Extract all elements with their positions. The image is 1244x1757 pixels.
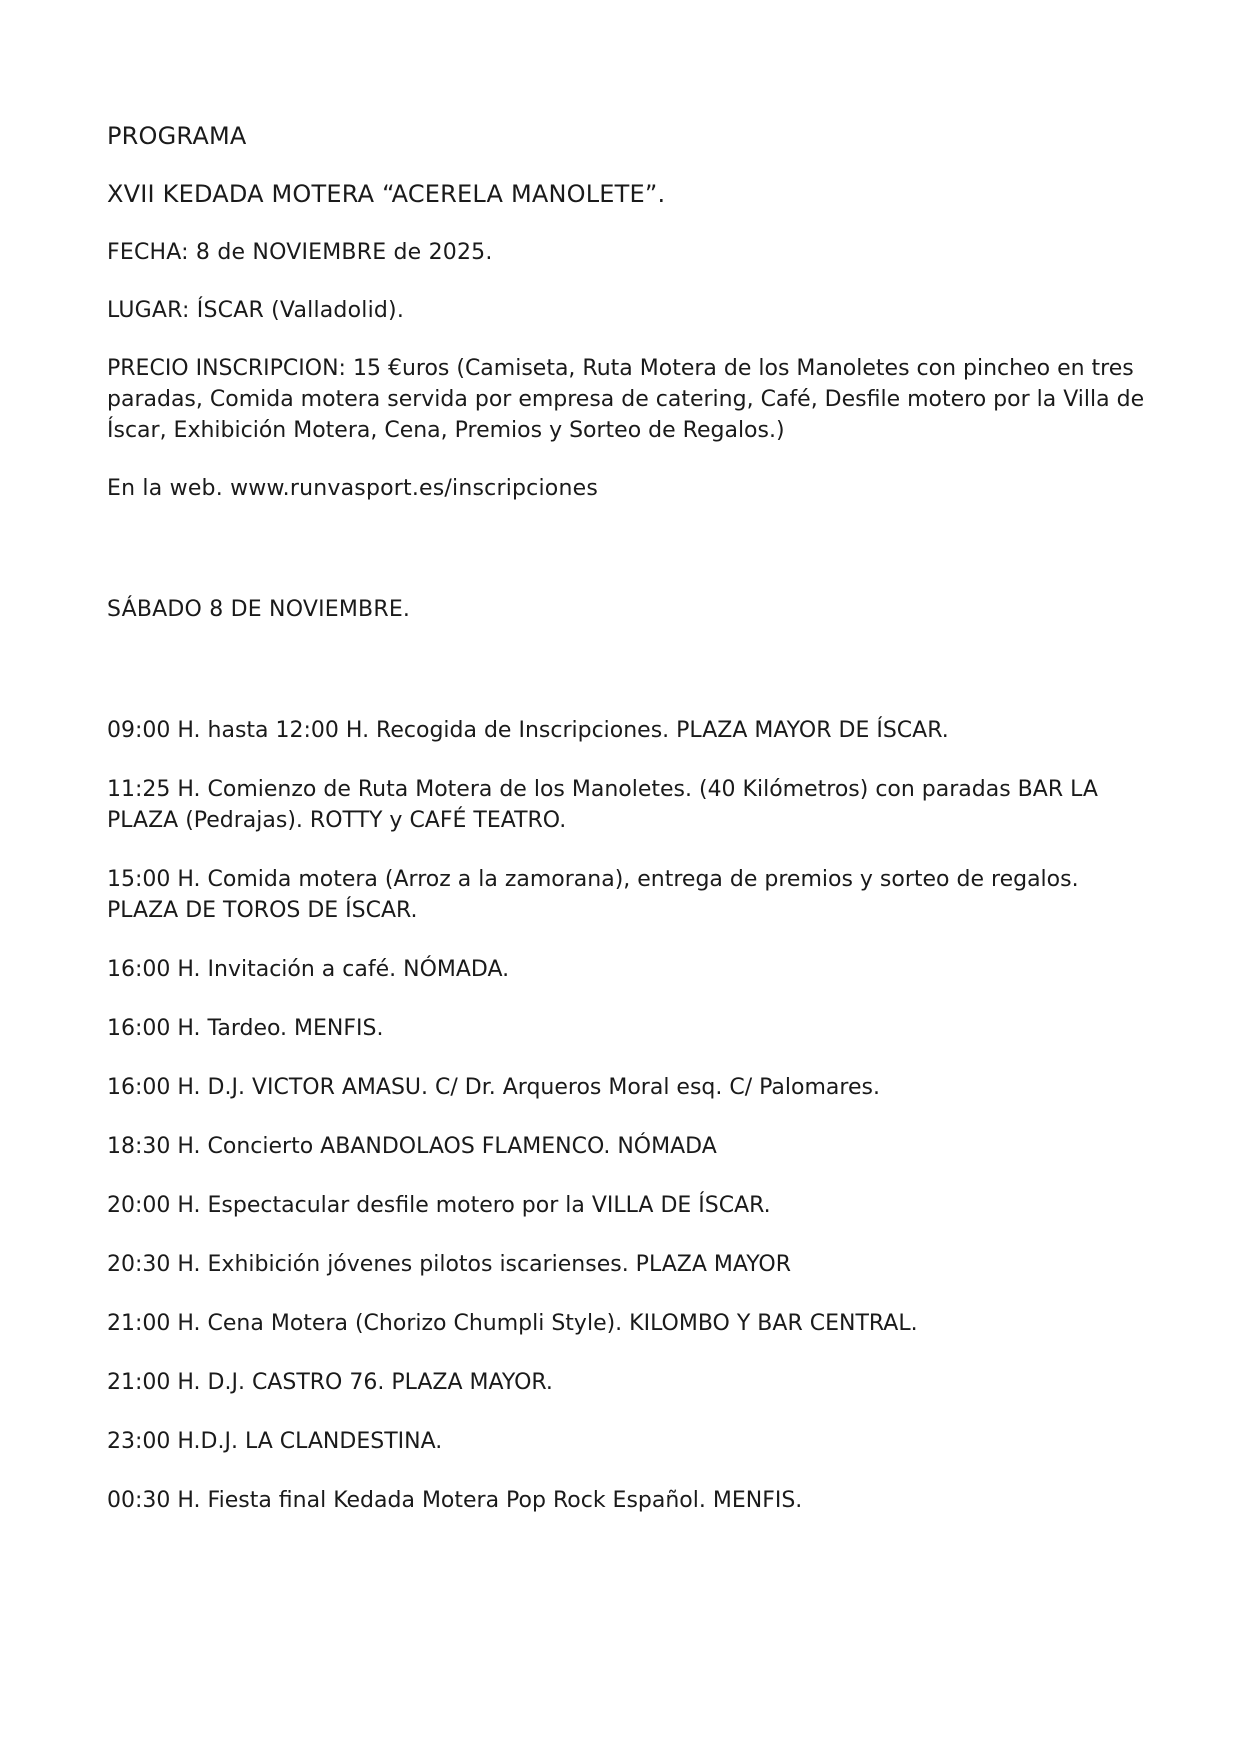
event-title: XVII KEDADA MOTERA “ACERELA MANOLETE”. bbox=[107, 180, 666, 208]
schedule-item: 20:30 H. Exhibición jóvenes pilotos iscarienses. PLAZA MAYOR bbox=[107, 1252, 792, 1277]
web-line: En la web. www.runvasport.es/inscripciones bbox=[107, 476, 598, 501]
price-paragraph: PRECIO INSCRIPCION: 15 €uros (Camiseta, Ruta Motera de los Manoletes con pincheo en tres paradas, Comida motera servida por empresa de catering, Café, Desfile motero por la Villa de Íscar, Exhibición Motera, Cena, Premios y Sorteo de Regalos.) bbox=[107, 356, 1145, 443]
day-heading: SÁBADO 8 DE NOVIEMBRE. bbox=[107, 597, 411, 622]
schedule-item: 20:00 H. Espectacular desfile motero por la VILLA DE ÍSCAR. bbox=[107, 1193, 771, 1218]
document-content bbox=[107, 121, 1147, 1516]
schedule-item: 18:30 H. Concierto ABANDOLAOS FLAMENCO. NÓMADA bbox=[107, 1134, 717, 1159]
schedule-item: 21:00 H. Cena Motera (Chorizo Chumpli Style). KILOMBO Y BAR CENTRAL. bbox=[107, 1311, 918, 1336]
place-line: LUGAR: ÍSCAR (Valladolid). bbox=[107, 298, 405, 323]
schedule-item: 21:00 H. D.J. CASTRO 76. PLAZA MAYOR. bbox=[107, 1370, 553, 1395]
schedule-item: 09:00 H. hasta 12:00 H. Recogida de Inscripciones. PLAZA MAYOR DE ÍSCAR. bbox=[107, 718, 949, 743]
schedule-item: 16:00 H. Invitación a café. NÓMADA. bbox=[107, 957, 510, 982]
schedule-item: 11:25 H. Comienzo de Ruta Motera de los Manoletes. (40 Kilómetros) con paradas BAR LA PLAZA (Pedrajas). ROTTY y CAFÉ TEATRO. bbox=[107, 777, 1098, 833]
schedule-item: 15:00 H. Comida motera (Arroz a la zamorana), entrega de premios y sorteo de regalos. PLAZA DE TOROS DE ÍSCAR. bbox=[107, 867, 1079, 923]
schedule-item: 16:00 H. Tardeo. MENFIS. bbox=[107, 1016, 384, 1041]
date-line: FECHA: 8 de NOVIEMBRE de 2025. bbox=[107, 240, 493, 265]
schedule-list bbox=[107, 715, 1147, 1516]
document-heading: PROGRAMA bbox=[107, 122, 247, 150]
schedule-item: 23:00 H.D.J. LA CLANDESTINA. bbox=[107, 1429, 443, 1454]
schedule-item: 16:00 H. D.J. VICTOR AMASU. C/ Dr. Arqueros Moral esq. C/ Palomares. bbox=[107, 1075, 880, 1100]
schedule-item: 00:30 H. Fiesta final Kedada Motera Pop Rock Español. MENFIS. bbox=[107, 1488, 803, 1513]
